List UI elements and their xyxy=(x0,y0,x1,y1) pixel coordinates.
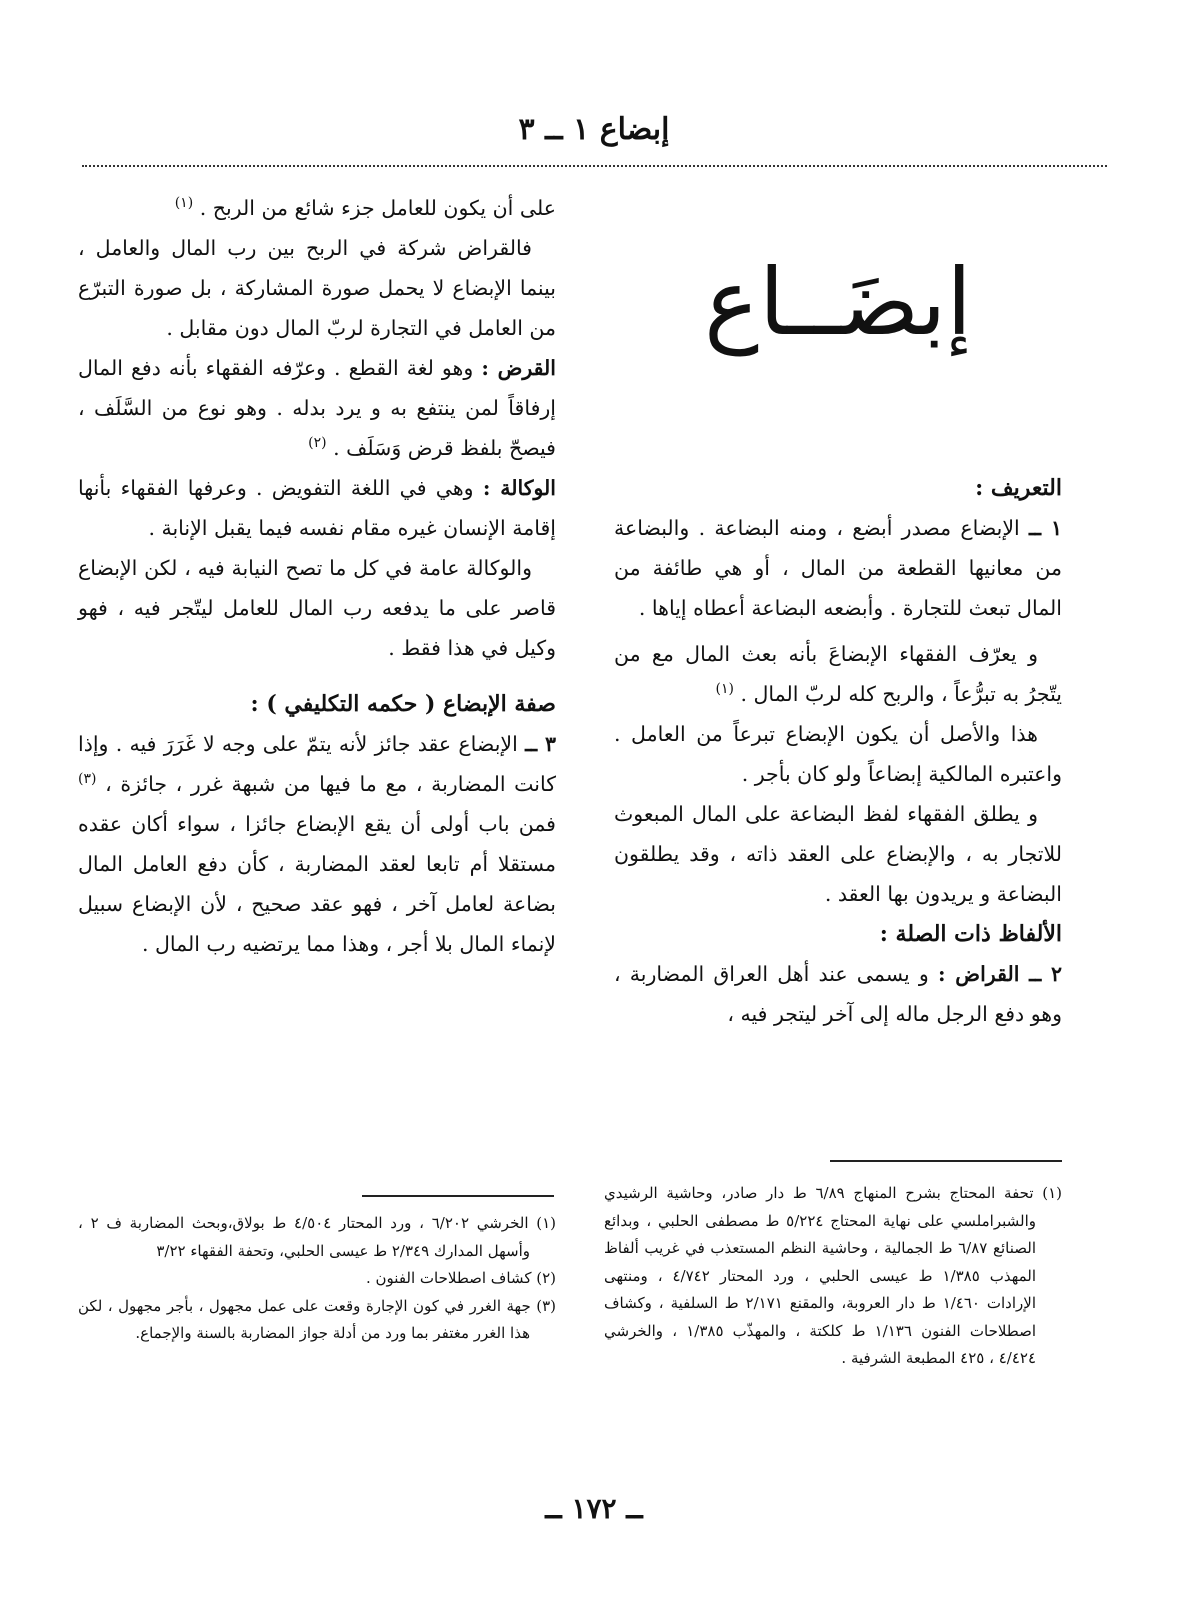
definition-heading-text: التعريف : xyxy=(975,475,1062,501)
entry-title: إبضَــاع xyxy=(704,249,972,356)
paragraph-6-text: على أن يكون للعامل جزء شائع من الربح . xyxy=(199,196,556,220)
paragraph-3 xyxy=(614,714,1062,794)
paragraph-5 xyxy=(614,954,1062,1034)
paragraph-10 xyxy=(78,548,556,668)
footnotes-right xyxy=(604,1180,1062,1373)
footnotes-left xyxy=(78,1210,556,1348)
paragraph-4-text: و يطلق الفقهاء لفظ البضاعة على المال المبعوث للاتجار به ، والإبضاع على العقد ذاته ، وقد يطلقون البضاعة و يريدون بها العقد . xyxy=(614,802,1062,906)
ruling-heading-text: صفة الإبضاع ( حكمه التكليفي ) : xyxy=(250,691,556,717)
footnote-ref: (٢) xyxy=(308,435,327,452)
related-terms-heading xyxy=(614,914,1062,954)
term-qard: القرض : xyxy=(481,356,556,380)
paragraph-11-text-b: فمن باب أولى أن يقع الإبضاع جائزا ، سواء أكان عقده مستقلا أم تابعا لعقد المضاربة ، كأن دفع العامل المال بضاعة لعامل آخر ، فهو عقد صحيح ، لأن الإبضاع سبيل لإنماء المال بلا أجر ، وهذا مما يرتضيه رب المال . xyxy=(78,812,556,956)
paragraph-11-text-a: الإبضاع عقد جائز لأنه يتمّ على وجه لا غَرَرَ فيه . وإذا كانت المضاربة ، مع ما فيها من شبهة غرر ، جائزة ، xyxy=(78,732,556,796)
paragraph-9 xyxy=(78,468,556,548)
paragraph-1-text: الإبضاع مصدر أبضع ، ومنه البضاعة . والبضاعة من معانيها القطعة من المال ، أو هي طائفة من المال تبعث للتجارة . وأبضعه البضاعة أعطاه إياها . xyxy=(614,516,1062,620)
paragraph-3-text: هذا والأصل أن يكون الإبضاع تبرعاً من العامل . واعتبره المالكية إبضاعاً ولو كان بأجر . xyxy=(614,722,1062,786)
paragraph-7-text: فالقراض شركة في الربح بين رب المال والعامل ، بينما الإبضاع لا يحمل صورة المشاركة ، بل صورة التبرّع من العامل في التجارة لربّ المال دون مقابل . xyxy=(78,236,556,340)
paragraph-2 xyxy=(614,634,1062,714)
paragraph-2-text: و يعرّف الفقهاء الإبضاعَ بأنه بعث المال مع من يتّجرُ به تبرُّعاً ، والربح كله لربّ المال . xyxy=(614,642,1062,706)
paragraph-11 xyxy=(78,724,556,964)
term-qirad: ٢ ــ القراض : xyxy=(937,962,1062,986)
right-column xyxy=(614,188,1062,1034)
footnote-ref: (٣) xyxy=(78,771,97,788)
paragraph-8 xyxy=(78,348,556,468)
footnote-ref: (١) xyxy=(174,195,194,212)
paragraph-5-text: و يسمى عند أهل العراق المضاربة ، وهو دفع الرجل ماله إلى آخر ليتجر فيه ، xyxy=(614,962,1062,1026)
footnote-rule-right xyxy=(830,1160,1062,1162)
paragraph-6 xyxy=(78,188,556,228)
paragraph-1-number: ١ ــ xyxy=(1029,516,1062,540)
footnote-item: (٢) كشاف اصطلاحات الفنون . xyxy=(366,1269,556,1287)
paragraph-1 xyxy=(614,508,1062,628)
term-wakala: الوكالة : xyxy=(482,476,556,500)
paragraph-10-text: والوكالة عامة في كل ما تصح النيابة فيه ، لكن الإبضاع قاصر على ما يدفعه رب المال للعامل ليتّجر فيه ، فهو وكيل في هذا فقط . xyxy=(78,556,556,660)
header-dotted-rule xyxy=(82,165,1107,167)
definition-heading xyxy=(614,468,1062,508)
related-terms-heading-text: الألفاظ ذات الصلة : xyxy=(879,921,1062,947)
footnote-ref: (١) xyxy=(715,681,734,698)
paragraph-7 xyxy=(78,228,556,348)
paragraph-8-text: وهو لغة القطع . وعرّفه الفقهاء بأنه دفع المال إرفاقاً لمن ينتفع به و يرد بدله . وهو نوع من السَّلَف ، فيصحّ بلفظ قرض وَسَلَف . xyxy=(78,356,556,460)
running-header: إبضاع ١ ــ ٣ xyxy=(518,112,670,147)
ruling-heading xyxy=(78,684,556,724)
footnote-rule-left xyxy=(362,1195,554,1197)
paragraph-11-number: ٣ ــ xyxy=(525,732,556,756)
footnote-item: (١) تحفة المحتاج بشرح المنهاج ٦/٨٩ ط دار صادر، وحاشية الرشيدي والشبراملسي على نهاية المحتاج ٥/٢٢٤ ط مصطفى الحلبي ، وبدائع الصنائع ٦/٨٧ ط الجمالية ، وحاشية النظم المستعذب في غريب ألفاظ المهذب ١/٣٨٥ ط عيسى الحلبي ، ورد المحتار ٤/٧٤٢ ، ومنتهى الإرادات ١/٤٦٠ ط دار العروبة، والمقنع ٢/١٧١ ط السلفية ، وكشاف اصطلاحات الفنون ١/١٣٦ ط كلكتة ، والمهذّب ١/٣٨٥ ، والخرشي ٤/٤٢٤ ، ٤٢٥ المطبعة الشرفية . xyxy=(604,1184,1062,1367)
paragraph-4 xyxy=(614,794,1062,914)
paragraph-9-text: وهي في اللغة التفويض . وعرفها الفقهاء بأنها إقامة الإنسان غيره مقام نفسه فيما يقبل الإنابة . xyxy=(78,476,556,540)
page-number: ــ ١٧٢ ــ xyxy=(545,1492,643,1525)
left-column xyxy=(78,188,556,964)
footnote-item: (٣) جهة الغرر في كون الإجارة وقعت على عمل مجهول ، بأجر مجهول ، لكن هذا الغرر مغتفر بما ورد من أدلة جواز المضاربة بالسنة والإجماع. xyxy=(78,1296,556,1342)
footnote-item: (١) الخرشي ٦/٢٠٢ ، ورد المحتار ٤/٥٠٤ ط بولاق،وبحث المضاربة ف ٢ ، وأسهل المدارك ٢/٣٤٩ ط عيسى الحلبي، وتحفة الفقهاء ٣/٢٢ xyxy=(78,1214,557,1260)
